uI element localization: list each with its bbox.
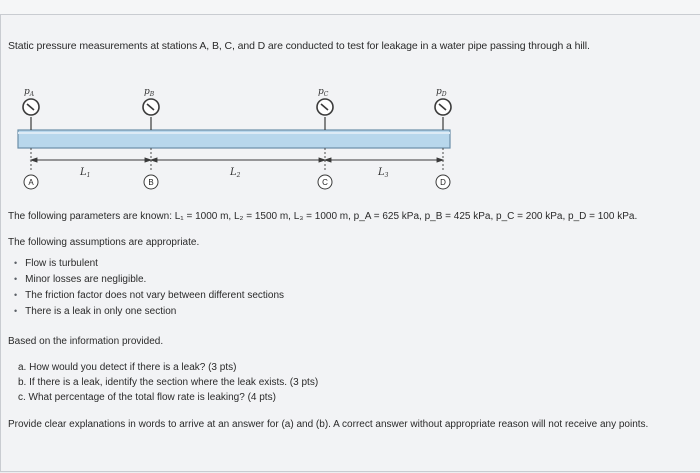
- gauge-d: [435, 87, 451, 130]
- length-label-l3: $L_3$: [378, 167, 389, 179]
- station-label-a: A: [28, 178, 34, 187]
- dimension-line: [31, 158, 443, 162]
- questions-list: [18, 360, 318, 405]
- gauge-label-d: $p_D$: [436, 87, 447, 98]
- assumptions-list: [14, 255, 284, 319]
- station-d: [436, 175, 450, 189]
- intro-text: Static pressure measurements at stations A, B, C, and D are conducted to test for leakage in a water pipe passing through a hill.: [8, 40, 590, 52]
- gauge-b: [143, 87, 159, 130]
- station-a: [24, 175, 38, 189]
- assumption-item: • The friction factor does not vary between different sections: [14, 287, 284, 303]
- assumption-item: • Flow is turbulent: [14, 255, 284, 271]
- station-label-c: C: [322, 178, 328, 187]
- based-on-text: Based on the information provided.: [8, 336, 164, 347]
- assumption-item: • There is a leak in only one section: [14, 303, 284, 319]
- gauge-c: [317, 87, 333, 130]
- station-label-b: B: [148, 178, 154, 187]
- gauge-label-c: $p_C$: [318, 87, 329, 98]
- question-a: a. How would you detect if there is a leak? (3 pts): [18, 362, 237, 373]
- gauge-label-b: $p_B$: [144, 87, 155, 98]
- question-b: b. If there is a leak, identify the section where the leak exists. (3 pts): [18, 377, 319, 388]
- instructions-text: Provide clear explanations in words to arrive at an answer for (a) and (b). A correct answer without appropriate reason will not receive any points.: [8, 419, 649, 430]
- station-label-d: D: [440, 178, 446, 187]
- station-b: [144, 175, 158, 189]
- known-parameters: The following parameters are known: L₁ = 1000 m, L₂ = 1500 m, L₃ = 1000 m, p_A = 625 kPa, p_B = 425 kPa, p_C = 200 kPa, p_D = 100 kPa.: [8, 211, 638, 222]
- pipe-diagram: [0, 60, 700, 195]
- assumptions-heading: The following assumptions are appropriate.: [8, 237, 200, 248]
- question-c: c. What percentage of the total flow rate is leaking? (4 pts): [18, 392, 276, 403]
- assumption-item: • Minor losses are negligible.: [14, 271, 284, 287]
- length-label-l2: $L_2$: [230, 167, 241, 179]
- top-strip: [0, 0, 700, 14]
- station-c: [318, 175, 332, 189]
- gauge-label-a: $p_A$: [24, 87, 35, 98]
- length-label-l1: $L_1$: [80, 167, 91, 179]
- gauge-a: [23, 87, 39, 130]
